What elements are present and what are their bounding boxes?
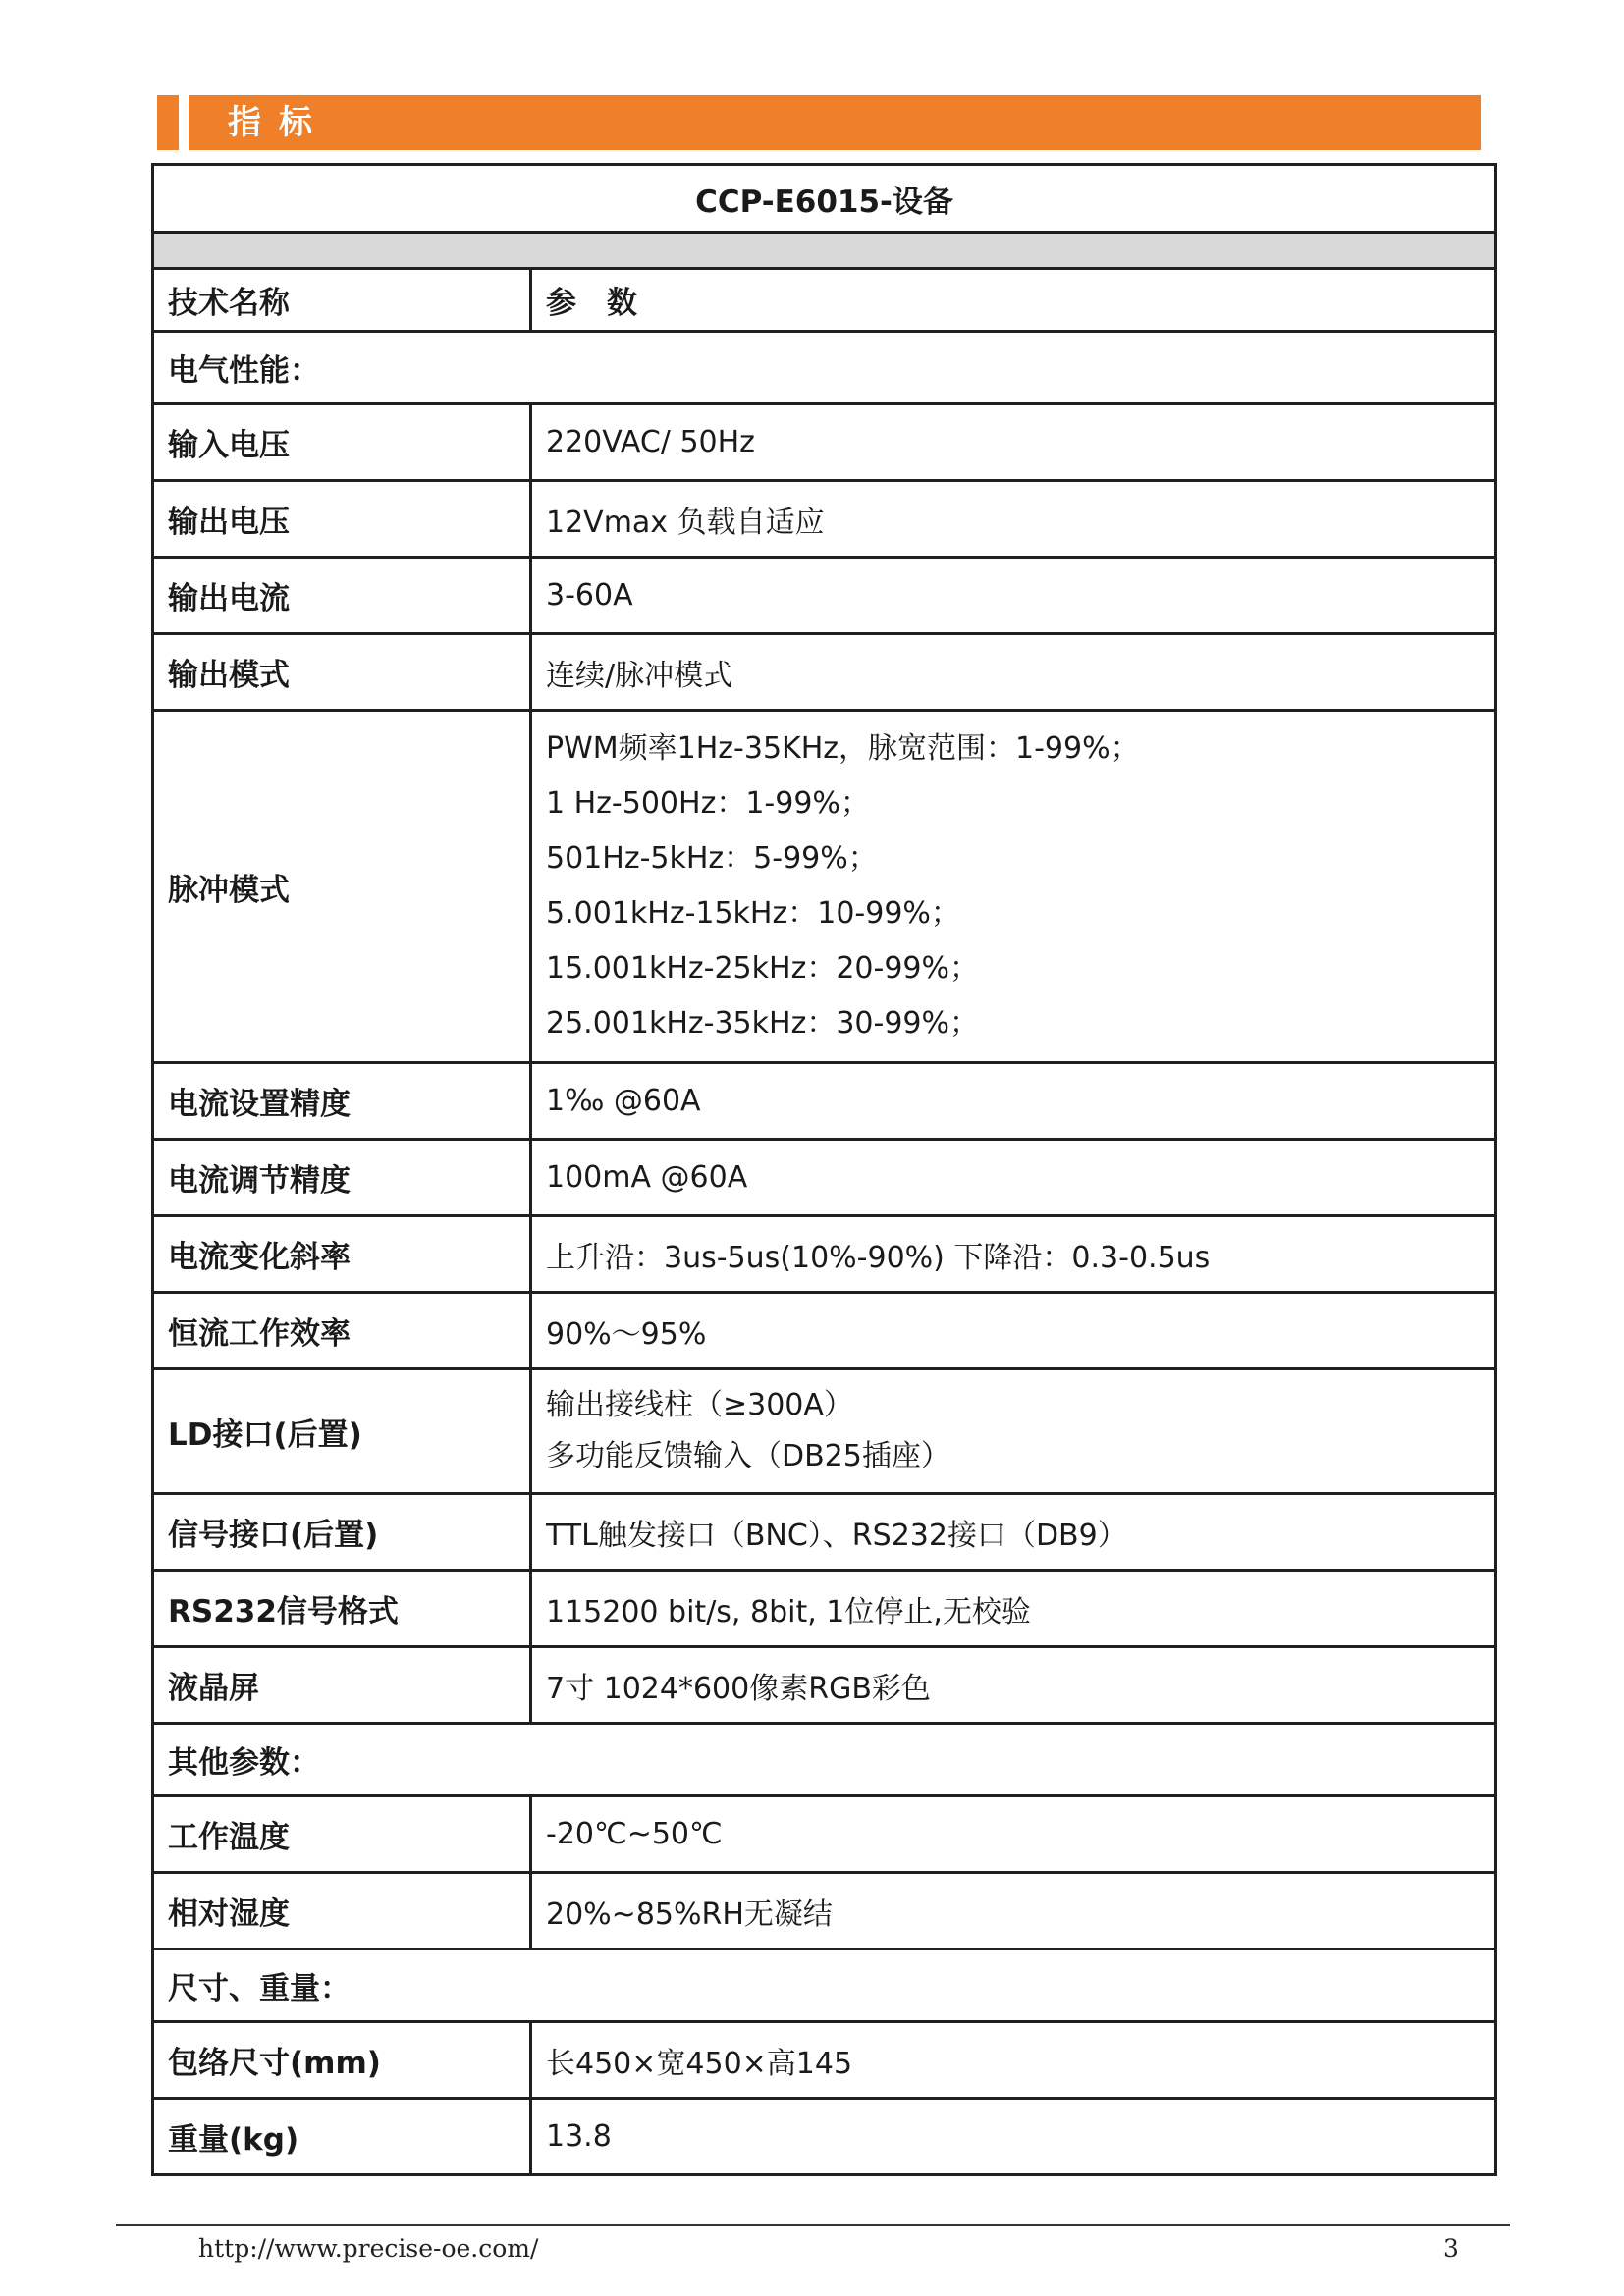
param-value: 3-60A <box>531 558 1496 634</box>
header-name-cell: 技术名称 <box>153 269 531 332</box>
table-row <box>153 1140 1496 1216</box>
param-value: 1‰ @60A <box>531 1063 1496 1140</box>
param-name: 输出电流 <box>153 558 531 634</box>
table-row <box>153 1647 1496 1724</box>
group-row-electrical <box>153 332 1496 404</box>
product-title: CCP-E6015-设备 <box>153 165 1496 233</box>
param-value: 长450×宽450×高145 <box>531 2022 1496 2099</box>
grey-band-row <box>153 233 1496 269</box>
param-value: 12Vmax 负载自适应 <box>531 481 1496 558</box>
param-value: 20%~85%RH无凝结 <box>531 1873 1496 1949</box>
param-name: 脉冲模式 <box>153 711 531 1063</box>
param-value-line: 25.001kHz-35kHz：30-99%； <box>546 1006 980 1041</box>
param-name: 输入电压 <box>153 404 531 481</box>
param-name: 相对湿度 <box>153 1873 531 1949</box>
param-value: TTL触发接口（BNC）、RS232接口（DB9） <box>531 1494 1496 1571</box>
table-row <box>153 2022 1496 2099</box>
header-value-cell: 参 数 <box>531 269 1496 332</box>
group-row-size <box>153 1949 1496 2022</box>
table-row <box>153 1063 1496 1140</box>
param-name: 电流设置精度 <box>153 1063 531 1140</box>
param-name: 重量(kg) <box>153 2099 531 2175</box>
param-value: 连续/脉冲模式 <box>531 634 1496 711</box>
spec-table <box>151 163 1497 2176</box>
group-label: 电气性能： <box>153 332 1496 404</box>
param-value: 上升沿：3us-5us(10%-90%) 下降沿：0.3-0.5us <box>531 1216 1496 1293</box>
table-row <box>153 481 1496 558</box>
param-value: 13.8 <box>531 2099 1496 2175</box>
footer-divider <box>116 2224 1510 2226</box>
table-title-row <box>153 165 1496 233</box>
table-row <box>153 1796 1496 1873</box>
table-row <box>153 711 1496 1063</box>
group-row-other <box>153 1724 1496 1796</box>
page-number: 3 <box>1443 2234 1459 2263</box>
table-row <box>153 1571 1496 1647</box>
param-name: 电流变化斜率 <box>153 1216 531 1293</box>
section-header <box>157 95 1481 150</box>
table-row <box>153 634 1496 711</box>
param-name: 输出电压 <box>153 481 531 558</box>
param-name: 工作温度 <box>153 1796 531 1873</box>
table-row <box>153 558 1496 634</box>
section-title-bar <box>189 95 1481 150</box>
table-row <box>153 1293 1496 1369</box>
table-row <box>153 1369 1496 1494</box>
table-header-row <box>153 269 1496 332</box>
table-row <box>153 1216 1496 1293</box>
param-value: 220VAC/ 50Hz <box>531 404 1496 481</box>
grey-band <box>153 233 1496 269</box>
param-value-line: 5.001kHz-15kHz：10-99%； <box>546 896 960 931</box>
table-row <box>153 404 1496 481</box>
param-name: RS232信号格式 <box>153 1571 531 1647</box>
param-name: 电流调节精度 <box>153 1140 531 1216</box>
param-name: LD接口(后置) <box>153 1369 531 1494</box>
table-row <box>153 2099 1496 2175</box>
param-value-line: 15.001kHz-25kHz：20-99%； <box>546 951 980 986</box>
param-value-line: 多功能反馈输入（DB25插座） <box>546 1439 950 1473</box>
section-title: 指标 <box>228 103 330 142</box>
group-label: 尺寸、重量： <box>153 1949 1496 2022</box>
param-name: 输出模式 <box>153 634 531 711</box>
table-row <box>153 1494 1496 1571</box>
group-label: 其他参数： <box>153 1724 1496 1796</box>
param-value <box>531 711 1496 1063</box>
param-value <box>531 1369 1496 1494</box>
param-value: 100mA @60A <box>531 1140 1496 1216</box>
param-value: 90%～95% <box>531 1293 1496 1369</box>
param-value-line: 1 Hz-500Hz：1-99%； <box>546 786 870 821</box>
param-value: 7寸 1024*600像素RGB彩色 <box>531 1647 1496 1724</box>
param-value-line: 输出接线柱（≥300A） <box>546 1388 853 1422</box>
section-accent-bar <box>157 95 179 150</box>
param-value: -20℃~50℃ <box>531 1796 1496 1873</box>
table-row <box>153 1873 1496 1949</box>
param-value: 115200 bit/s, 8bit, 1位停止,无校验 <box>531 1571 1496 1647</box>
param-name: 信号接口(后置) <box>153 1494 531 1571</box>
param-name: 包络尺寸(mm) <box>153 2022 531 2099</box>
param-value-line: PWM频率1Hz-35KHz，脉宽范围：1-99%； <box>546 731 1140 766</box>
footer-url: http://www.precise-oe.com/ <box>198 2234 539 2263</box>
param-name: 液晶屏 <box>153 1647 531 1724</box>
param-name: 恒流工作效率 <box>153 1293 531 1369</box>
param-value-line: 501Hz-5kHz：5-99%； <box>546 841 878 876</box>
